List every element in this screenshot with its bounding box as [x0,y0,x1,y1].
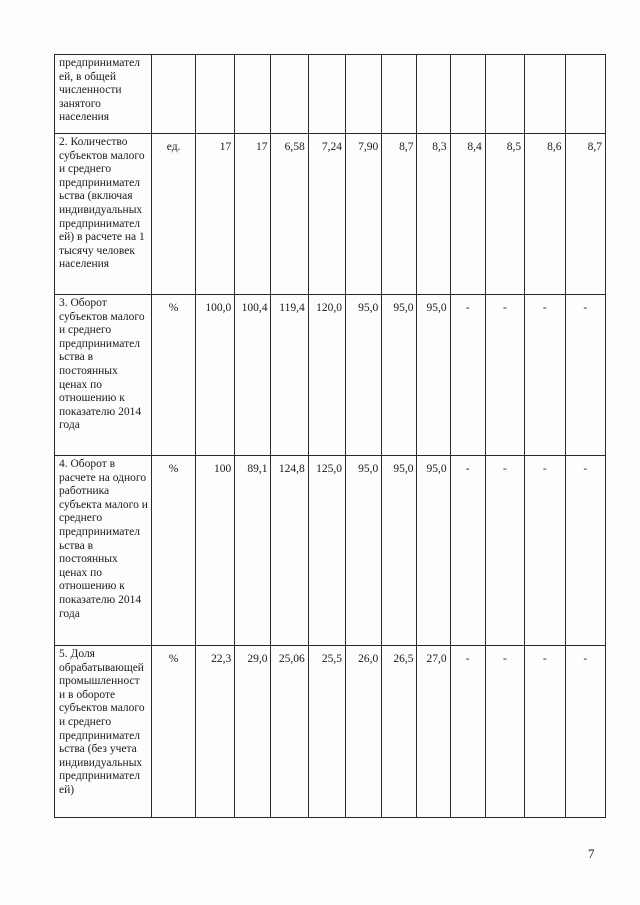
value-cell: 95,0 [346,456,382,646]
unit-cell [152,55,196,134]
value-cell: 125,0 [308,456,345,646]
value-cell: - [485,295,524,456]
value-cell [195,55,234,134]
value-cell: - [565,295,605,456]
indicator-cell: 4. Оборот в расчете на одного работника субъекта малого и среднего предпринимател ьства в постоянных ценах по отношению к показателю 2014 года [55,456,152,646]
value-cell: 8,3 [417,134,450,295]
value-cell [450,55,485,134]
value-cell [271,55,308,134]
value-cell: 6,58 [271,134,308,295]
value-cell: - [525,295,565,456]
value-cell: 7,24 [308,134,345,295]
value-cell: 95,0 [346,295,382,456]
value-cell: 7,90 [346,134,382,295]
table-row [55,456,606,646]
indicator-cell: 2. Количество субъектов малого и среднего предпринимател ьства (включая индивидуальных предпринимател ей) в расчете на 1 тысячу человек населения [55,134,152,295]
value-cell: - [565,646,605,818]
value-cell: 100 [195,456,234,646]
value-cell [485,55,524,134]
value-cell: 22,3 [195,646,234,818]
value-cell [565,55,605,134]
value-cell: 8,4 [450,134,485,295]
value-cell: - [565,456,605,646]
value-cell: - [485,646,524,818]
value-cell: 124,8 [271,456,308,646]
table-row [55,646,606,818]
value-cell: 27,0 [417,646,450,818]
value-cell: 17 [235,134,271,295]
value-cell: 89,1 [235,456,271,646]
unit-cell: % [152,295,196,456]
indicator-cell: 5. Доля обрабатывающей промышленност и в обороте субъектов малого и среднего предпринимател ьства (без учета индивидуальных предпринимател ей) [55,646,152,818]
value-cell: 100,0 [195,295,234,456]
value-cell: 95,0 [417,456,450,646]
value-cell [417,55,450,134]
value-cell: 17 [195,134,234,295]
value-cell: - [485,456,524,646]
value-cell [382,55,417,134]
value-cell: 26,0 [346,646,382,818]
value-cell: 26,5 [382,646,417,818]
value-cell: 95,0 [417,295,450,456]
value-cell [235,55,271,134]
unit-cell: ед. [152,134,196,295]
value-cell: - [450,456,485,646]
unit-cell: % [152,646,196,818]
value-cell: - [525,646,565,818]
table-row [55,295,606,456]
indicators-table [54,54,606,818]
value-cell: 29,0 [235,646,271,818]
value-cell [308,55,345,134]
indicator-cell: 3. Оборот субъектов малого и среднего предпринимател ьства в постоянных ценах по отношению к показателю 2014 года [55,295,152,456]
value-cell: 100,4 [235,295,271,456]
value-cell: 8,7 [382,134,417,295]
value-cell: 8,6 [525,134,565,295]
value-cell: 95,0 [382,295,417,456]
unit-cell: % [152,456,196,646]
value-cell: 25,5 [308,646,345,818]
value-cell [346,55,382,134]
value-cell: 120,0 [308,295,345,456]
indicator-cell: предпринимател ей, в общей численности занятого населения [55,55,152,134]
value-cell: 25,06 [271,646,308,818]
value-cell: 8,7 [565,134,605,295]
table-row [55,134,606,295]
value-cell: - [525,456,565,646]
table-body [55,55,606,818]
value-cell: - [450,646,485,818]
value-cell [525,55,565,134]
page-number: 7 [588,846,595,861]
value-cell: - [450,295,485,456]
value-cell: 119,4 [271,295,308,456]
value-cell: 8,5 [485,134,524,295]
value-cell: 95,0 [382,456,417,646]
table-row [55,55,606,134]
